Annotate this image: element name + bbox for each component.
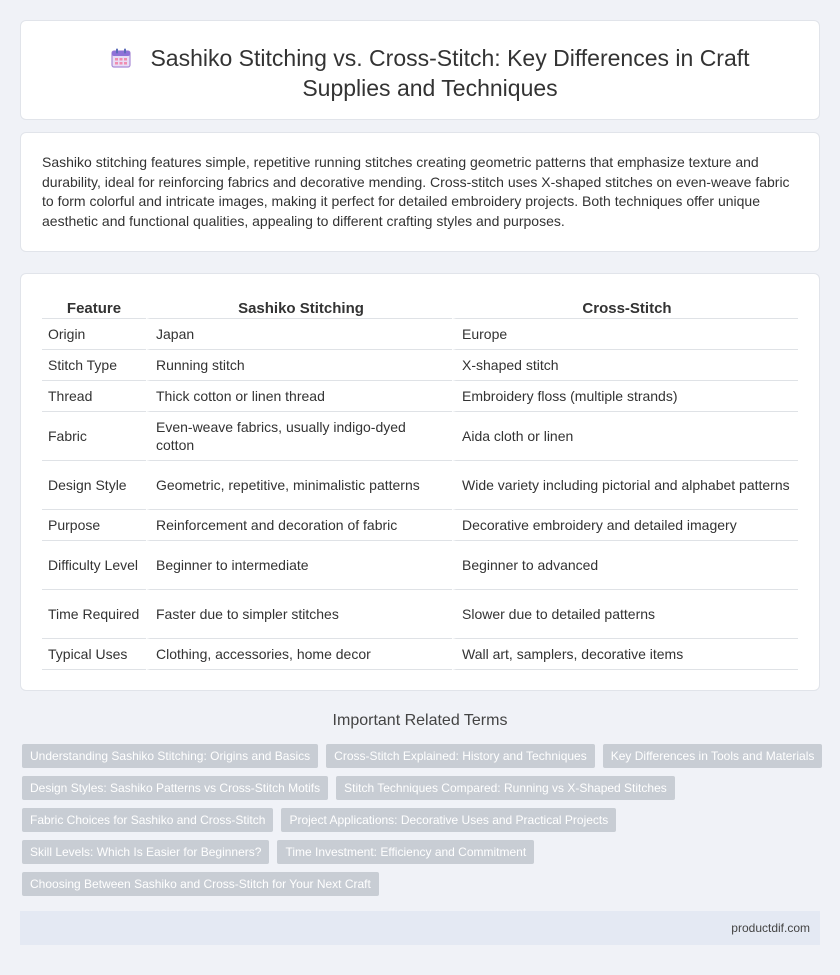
table-cell: Typical Uses bbox=[42, 639, 146, 670]
calendar-icon bbox=[110, 47, 132, 69]
related-term-tag[interactable]: Design Styles: Sashiko Patterns vs Cross-Stitch Motifs bbox=[22, 776, 328, 800]
table-cell: Slower due to detailed patterns bbox=[452, 590, 798, 639]
table-row bbox=[42, 319, 798, 350]
related-term-tag[interactable]: Stitch Techniques Compared: Running vs X-Shaped Stitches bbox=[336, 776, 675, 800]
table-cell: Wall art, samplers, decorative items bbox=[452, 639, 798, 670]
footer-site-link[interactable]: productdif.com bbox=[731, 921, 810, 935]
related-term-tag[interactable]: Choosing Between Sashiko and Cross-Stitch for Your Next Craft bbox=[22, 872, 379, 896]
table-cell: Embroidery floss (multiple strands) bbox=[452, 381, 798, 412]
table-cell: Time Required bbox=[42, 590, 146, 639]
table-row bbox=[42, 590, 798, 639]
table-row bbox=[42, 350, 798, 381]
related-term-tag[interactable]: Time Investment: Efficiency and Commitment bbox=[277, 840, 534, 864]
related-term-tag[interactable]: Skill Levels: Which Is Easier for Beginners? bbox=[22, 840, 269, 864]
column-header: Feature bbox=[42, 295, 146, 319]
table-cell: Japan bbox=[146, 319, 452, 350]
table-cell: Fabric bbox=[42, 412, 146, 461]
table-cell: Europe bbox=[452, 319, 798, 350]
title-card bbox=[20, 20, 820, 120]
table-cell: Running stitch bbox=[146, 350, 452, 381]
table-cell: Faster due to simpler stitches bbox=[146, 590, 452, 639]
table-cell: Thick cotton or linen thread bbox=[146, 381, 452, 412]
intro-paragraph: Sashiko stitching features simple, repetitive running stitches creating geometric patterns that emphasize texture and durability, ideal for reinforcing fabrics and decorative mending. Cross-stitch uses X-shaped stitches on even-weave fabric to form colorful and intricate images, making it perfect for detailed embroidery projects. Both techniques offer unique aesthetic and functional qualities, appealing to different crafting styles and purposes. bbox=[42, 154, 790, 229]
comparison-card bbox=[20, 273, 820, 691]
table-row bbox=[42, 412, 798, 461]
table-cell: Geometric, repetitive, minimalistic patterns bbox=[146, 461, 452, 510]
table-cell: Aida cloth or linen bbox=[452, 412, 798, 461]
table-row bbox=[42, 639, 798, 670]
table-cell: Even-weave fabrics, usually indigo-dyed cotton bbox=[146, 412, 452, 461]
table-cell: Beginner to advanced bbox=[452, 541, 798, 590]
table-cell: X-shaped stitch bbox=[452, 350, 798, 381]
related-term-tag[interactable]: Key Differences in Tools and Materials bbox=[603, 744, 823, 768]
table-cell: Decorative embroidery and detailed imagery bbox=[452, 510, 798, 541]
table-header-row bbox=[42, 295, 798, 319]
page-title bbox=[81, 43, 779, 103]
table-cell: Wide variety including pictorial and alphabet patterns bbox=[452, 461, 798, 510]
comparison-table bbox=[42, 295, 798, 670]
table-cell: Design Style bbox=[42, 461, 146, 510]
related-term-tag[interactable]: Fabric Choices for Sashiko and Cross-Stitch bbox=[22, 808, 273, 832]
table-cell: Reinforcement and decoration of fabric bbox=[146, 510, 452, 541]
table-row bbox=[42, 461, 798, 510]
intro-card bbox=[20, 132, 820, 252]
table-cell: Beginner to intermediate bbox=[146, 541, 452, 590]
table-cell: Thread bbox=[42, 381, 146, 412]
table-cell: Purpose bbox=[42, 510, 146, 541]
table-cell: Stitch Type bbox=[42, 350, 146, 381]
related-terms-list bbox=[22, 744, 822, 904]
table-row bbox=[42, 381, 798, 412]
table-cell: Difficulty Level bbox=[42, 541, 146, 590]
table-row bbox=[42, 541, 798, 590]
table-cell: Clothing, accessories, home decor bbox=[146, 639, 452, 670]
footer bbox=[20, 911, 820, 945]
related-term-tag[interactable]: Understanding Sashiko Stitching: Origins and Basics bbox=[22, 744, 318, 768]
page-title-text: Sashiko Stitching vs. Cross-Stitch: Key Differences in Craft Supplies and Techniques bbox=[150, 45, 750, 101]
related-term-tag[interactable]: Cross-Stitch Explained: History and Techniques bbox=[326, 744, 595, 768]
related-term-tag[interactable]: Project Applications: Decorative Uses and Practical Projects bbox=[281, 808, 616, 832]
column-header: Sashiko Stitching bbox=[146, 295, 452, 319]
related-terms-heading: Important Related Terms bbox=[332, 712, 508, 729]
table-cell: Origin bbox=[42, 319, 146, 350]
column-header: Cross-Stitch bbox=[452, 295, 798, 319]
table-row bbox=[42, 510, 798, 541]
